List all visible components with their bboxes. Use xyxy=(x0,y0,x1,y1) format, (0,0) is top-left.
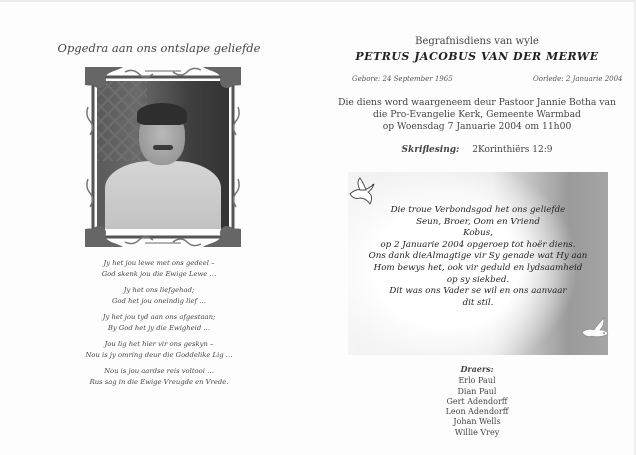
pallbearer-name: Gert Adendorff xyxy=(446,396,508,406)
tribute-line: op 2 Januarie 2004 opgeroep tot hoër diens. xyxy=(380,239,576,250)
deceased-name: PETRUS JACOBUS VAN DER MERWE xyxy=(355,50,599,63)
tribute-line: Seun, Broer, Oom en Vriend xyxy=(416,216,540,227)
birth-date: Gebore: 24 September 1965 xyxy=(352,75,453,83)
reading-label: Skriflesing: xyxy=(401,145,460,155)
death-date: Oorlede: 2 Januarie 2004 xyxy=(533,75,623,83)
tribute-line: Ons dank dieAlmagtige vir Sy genade wat Hy aan xyxy=(368,251,588,262)
tribute-box xyxy=(348,172,608,355)
ornamental-frame xyxy=(85,67,241,247)
memorial-poem xyxy=(0,258,318,393)
poem-line: God het jou oneindig lief … xyxy=(112,296,206,305)
poem-stanza xyxy=(0,339,318,360)
frame-ornament-icon xyxy=(85,67,241,247)
poem-line: Nou is jou aardse reis voltooi … xyxy=(104,367,214,375)
tribute-line: Kobus, xyxy=(463,228,493,239)
tribute-line: Hom bewys het, ook vir geduld en lydsaamheid xyxy=(373,262,583,273)
poem-line: Jy het jou tyd aan ons afgestaan; xyxy=(102,313,216,321)
poem-line: Rus sag in die Ewige Vreugde en Vrede. xyxy=(89,377,229,386)
tribute-line: op sy siekbed. xyxy=(446,274,510,285)
pallbearer-name: Leon Adendorff xyxy=(445,407,509,417)
dove-icon xyxy=(346,176,380,206)
dove-icon xyxy=(580,316,610,342)
pallbearers-title: Draers: xyxy=(460,364,494,374)
scripture-reading xyxy=(318,145,636,155)
dedication-heading: Opgedra aan ons ontslape geliefde xyxy=(57,41,261,55)
poem-line: Nou is jy omring deur die Goddelike Lig … xyxy=(85,350,233,359)
poem-stanza xyxy=(0,366,318,387)
reading-value: 2Korinthiërs 12:9 xyxy=(472,145,553,155)
right-page xyxy=(318,0,636,455)
service-intro: Begrafnisdiens van wyle xyxy=(415,36,539,47)
poem-line: Jou lig het hier vir ons geskyn – xyxy=(104,340,214,348)
poem-line: Jy het jou lewe met ons gedeel – xyxy=(103,259,215,267)
details-line: Die diens word waargeneem deur Pastoor Jannie Botha van xyxy=(338,97,616,108)
pallbearer-name: Dian Paul xyxy=(457,386,497,396)
poem-line: By God het jy die Ewigheid … xyxy=(107,323,211,332)
poem-stanza xyxy=(0,312,318,333)
poem-stanza xyxy=(0,258,318,279)
tribute-line: Die troue Verbondsgod het ons geliefde xyxy=(390,205,566,215)
pallbearer-name: Johan Wells xyxy=(453,417,501,427)
details-line: die Pro-Evangelie Kerk, Gemeente Warmbad xyxy=(373,109,581,120)
pallbearer-name: Erlo Paul xyxy=(458,376,496,386)
tribute-text xyxy=(348,205,608,309)
poem-line: God skenk jou die Ewige Lewe … xyxy=(101,269,217,278)
service-details xyxy=(318,97,636,133)
tribute-line: dit stil. xyxy=(462,297,494,308)
pallbearers xyxy=(318,364,636,438)
details-line: op Woensdag 7 Januarie 2004 om 11h00 xyxy=(382,121,572,132)
poem-stanza xyxy=(0,285,318,306)
poem-line: Jy het ons liefgehad; xyxy=(123,286,195,294)
tribute-line: Dit was ons Vader se wil en ons aanvaar xyxy=(389,286,567,297)
pallbearer-name: Willie Vrey xyxy=(454,427,500,437)
